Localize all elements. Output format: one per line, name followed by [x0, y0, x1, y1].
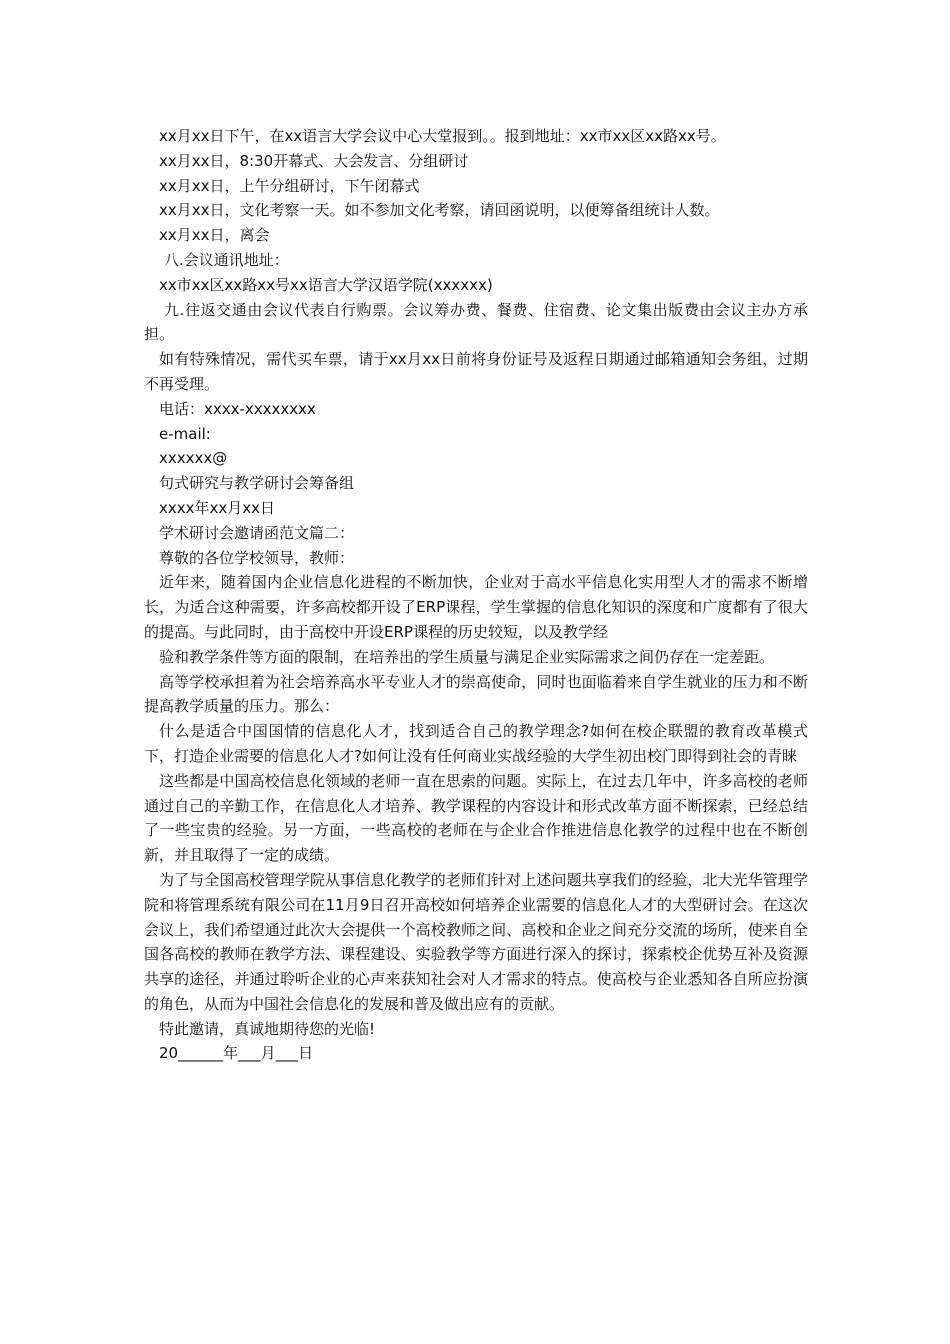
document-body [144, 124, 808, 1066]
paragraph-address: xx市xx区xx路xx号xx语言大学汉语学院(xxxxxx) [159, 275, 493, 294]
paragraph-invitation-closing: 特此邀请，真诚地期待您的光临! [159, 1019, 376, 1038]
paragraph-questions: 什么是适合中国国情的信息化人才，找到适合自己的教学理念?如何在校企联盟的教育改革模式下，打造企业需要的信息化人才?如何让没有任何商业实战经验的大学生初出校门即得到社会的青睐 [144, 722, 808, 765]
salutation: 尊敬的各位学校领导，教师： [159, 548, 355, 567]
contact-phone: 电话：xxxx-xxxxxxxx [159, 399, 316, 418]
paragraph-schedule-culture-tour: xx月xx日，文化考察一天。如不参加文化考察，请回函说明，以便筹备组统计人数。 [159, 201, 720, 220]
paragraph-schedule-opening: xx月xx日，8:30开幕式、大会发言、分组研讨 [159, 151, 469, 170]
section-heading-address: 八.会议通讯地址： [164, 250, 289, 269]
date-blank-line: 20______年___月___日 [159, 1044, 314, 1063]
paragraph-background-continued: 验和教学条件等方面的限制，在培养出的学生质量与满足企业实际需求之间仍存在一定差距。 [159, 647, 775, 666]
paragraph-schedule-departure: xx月xx日，离会 [159, 226, 270, 245]
paragraph-schedule-closing: xx月xx日，上午分组研讨，下午闭幕式 [159, 176, 420, 195]
paragraph-seminar-purpose: 为了与全国高校管理学院从事信息化教学的老师们针对上述问题共享我们的经验，北大光华管理学院和将管理系统有限公司在11月9日召开高校如何培养企业需要的信息化人才的大型研讨会。在这次会议上，我们希望通过此次大会提供一个高校教师之间、高校和企业之间充分交流的场所，使来自全国各高校的教师在教学方法、课程建设、实验教学等方面进行深入的探讨，探索校企优势互补及资源共享的途径，并通过聆听企业的心声来获知社会对人才需求的特点。使高校与企业悉知各自所应扮演的角色，从而为中国社会信息化的发展和普及做出应有的贡献。 [144, 870, 808, 1013]
section-heading-transport: 九.往返交通由会议代表自行购票。会议筹办费、餐费、住宿费、论文集出版费由会议主办方承担。 [144, 300, 808, 344]
section-title-sample-two: 学术研讨会邀请函范文篇二： [159, 523, 355, 542]
paragraph-mission: 高等学校承担着为社会培养高水平专业人才的崇高使命，同时也面临着来自学生就业的压力和不断提高教学质量的压力。那么： [144, 672, 808, 716]
paragraph-ticket-notice: 如有特殊情况，需代买车票，请于xx月xx日前将身份证号及返程日期通过邮箱通知会务组，过期不再受理。 [144, 350, 808, 393]
signature-date: xxxx年xx月xx日 [159, 498, 276, 517]
paragraph-background: 近年来，随着国内企业信息化进程的不断加快，企业对于高水平信息化实用型人才的需求不断增长，为适合这种需要，许多高校都开设了ERP课程，学生掌握的信息化知识的深度和广度都有了很大的提高。与此同时，由于高校中开设ERP课程的历史较短，以及教学经 [144, 573, 808, 641]
contact-email-label: e-mail: [159, 424, 211, 443]
signature-organizer: 句式研究与教学研讨会筹备组 [159, 474, 355, 493]
paragraph-experience: 这些都是中国高校信息化领域的老师一直在思索的问题。实际上，在过去几年中，许多高校的老师通过自己的辛勤工作，在信息化人才培养、教学课程的内容设计和形式改革方面不断探索，已经总结了一些宝贵的经验。另一方面，一些高校的老师在与企业合作推进信息化教学的过程中也在不断创新，并且取得了一定的成绩。 [144, 771, 808, 865]
paragraph-schedule-checkin: xx月xx日下午，在xx语言大学会议中心大堂报到。。报到地址：xx市xx区xx路xx号。 [159, 127, 726, 145]
contact-email-value: xxxxxx@ [159, 449, 228, 468]
